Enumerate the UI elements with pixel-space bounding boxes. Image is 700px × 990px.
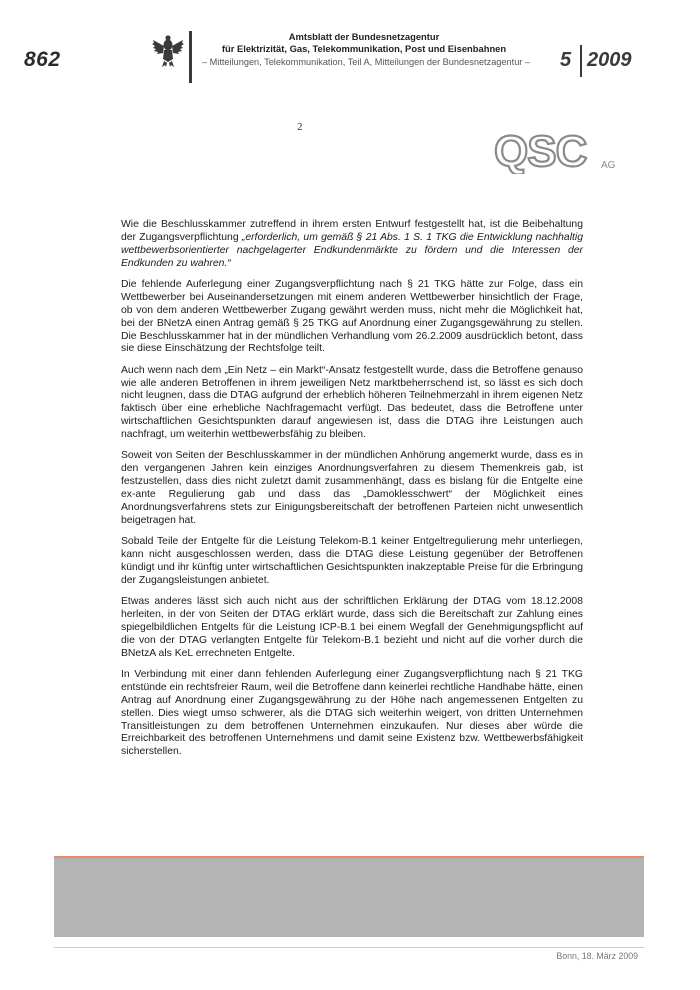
issue-divider	[580, 45, 582, 77]
qsc-logo	[494, 128, 622, 174]
footer-band-accent	[54, 856, 644, 858]
footer-gray-band	[54, 856, 644, 937]
federal-eagle-icon	[151, 32, 185, 68]
journal-title	[200, 31, 528, 55]
paragraph-1	[121, 219, 583, 271]
paragraph-1-quote: „erforderlich, um gemäß § 21 Abs. 1 S. 1 TKG die Entwicklung nachhaltig wettbewerbsorientierter nachgelagerter Endkundenmärkte zu fördern und die Interessen der Endkunden zu wahren.“	[121, 231, 583, 269]
paragraph-6: Etwas anderes lässt sich auch nicht aus der schriftlichen Erklärung der DTAG vom 18.12.2008 herleiten, in der von Seiten der DTAG erklärt wurde, dass sich die Bereitschaft zur Zahlung eines spiegelbildlichen Entgelts für die Leistung ICP-B.1 bei einem Wegfall der Genehmigungspflicht auf die von der DTAG verlangten Entgelte für Telekom-B.1 bezieht und nicht auf die vorher durch die BNetzA als KeL errechneten Entgelte.	[121, 596, 583, 659]
paragraph-1-text: Wie die Beschlusskammer zutreffend in ihrem ersten Entwurf festgestellt hat, ist die Beibehaltung der Zugangsverpflichtung	[121, 219, 583, 243]
paragraph-3: Auch wenn nach dem „Ein Netz – ein Markt“-Ansatz festgestellt wurde, dass die Betroffene genauso wie alle anderen Betroffenen in ihrem jeweiligen Netz marktbeherrschend ist, so lässt es sich doch nicht leugnen, dass die DTAG aufgrund der erheblich höheren Teilnehmerzahl in ihrem eigenen Netz faktisch über eine erhebliche Nachfragemacht verfügt. Das bedeutet, dass die Betroffene unter wirtschaftlichen Gesichtspunkten darauf angewiesen ist, dass die DTAG ihre Leistungen auch nachfragt, um weiterhin wettbewerbsfähig zu bleiben.	[121, 364, 583, 441]
page-number: 862	[24, 48, 61, 71]
qsc-logo-suffix: AG	[601, 160, 616, 171]
paragraph-7: In Verbindung mit einer dann fehlenden Auferlegung einer Zugangsverpflichtung nach § 21 TKG entstünde ein rechtsfreier Raum, weil die Betroffene dann keinerlei rechtliche Handhabe hätte, einen Antrag auf Anordnung einer Zugangsgewährung zu der Höhe nach angemessenen Entgelten zu stellen. Dies wiegt umso schwerer, als die DTAG sich weiterhin weigert, von dritten Unternehmen Transitleistungen zu dem betroffenen Unternehmen einzukaufen. Nur dieses aber würde die Erreichbarkeit des betroffenen Unternehmens und damit seine Existenz bzw. Wettbewerbsfähigkeit sicherstellen.	[121, 668, 583, 758]
paragraph-4: Soweit von Seiten der Beschlusskammer in der mündlichen Anhörung angemerkt wurde, dass es in den vergangenen Jahren kein einziges Anordnungsverfahren zu diesem Themenkreis gab, ist festzustellen, dass dies nicht zuletzt damit zusammenhängt, dass es bislang für die Entgelte eine ex-ante Regulierung gab und dass das „Damoklesschwert“ der Möglichkeit eines Anordnungsverfahrens stets zur Einigungsbereitschaft der betroffenen Parteien nicht unwesentlich beigetragen hat.	[121, 450, 583, 526]
journal-subtitle: – Mitteilungen, Telekommunikation, Teil A, Mitteilungen der Bundesnetzagentur –	[201, 57, 531, 67]
qsc-logo-text: QSC	[494, 128, 587, 174]
header-divider	[189, 31, 192, 83]
journal-title-line1: Amtsblatt der Bundesnetzagentur	[288, 31, 440, 42]
paragraph-2: Die fehlende Auferlegung einer Zugangsverpflichtung nach § 21 TKG hätte zur Folge, dass ein Wettbewerber bei Auseinandersetzungen mit einem anderen Wettbewerber hinsichtlich der Frage, ob von dem anderen Wettbewerber Zugang gewährt werden muss, nicht mehr die Möglichkeit hat, bei der BNetzA einen Antrag gemäß § 25 TKG auf Anordnung einer Zugangsgewährung zu stellen. Die Beschlusskammer hat in der mündlichen Verhandlung vom 26.2.2009 ausdrücklich betont, dass sie diese Einschätzung der Rechtsfolge teilt.	[121, 278, 583, 355]
issue-year: 2009	[587, 49, 632, 71]
journal-title-line2: für Elektrizität, Gas, Telekommunikation, Post und Eisenbahnen	[221, 43, 507, 54]
paragraph-5: Sobald Teile der Entgelte für die Leistung Telekom-B.1 keiner Entgeltregulierung mehr unterliegen, kann nicht ausgeschlossen werden, dass die DTAG diese Leistung gegenüber der Betroffenen kündigt und ihr künftig unter wirtschaftlichen Gesichtspunkten inakzeptable Preise für die Erbringung der Zugangsleistungen anbietet.	[121, 536, 583, 586]
footer-divider	[54, 947, 644, 948]
issue-number: 5	[560, 49, 572, 71]
letter-page-number: 2	[297, 121, 303, 133]
footer-date: Bonn, 18. März 2009	[556, 951, 638, 961]
letter-body	[121, 219, 583, 768]
